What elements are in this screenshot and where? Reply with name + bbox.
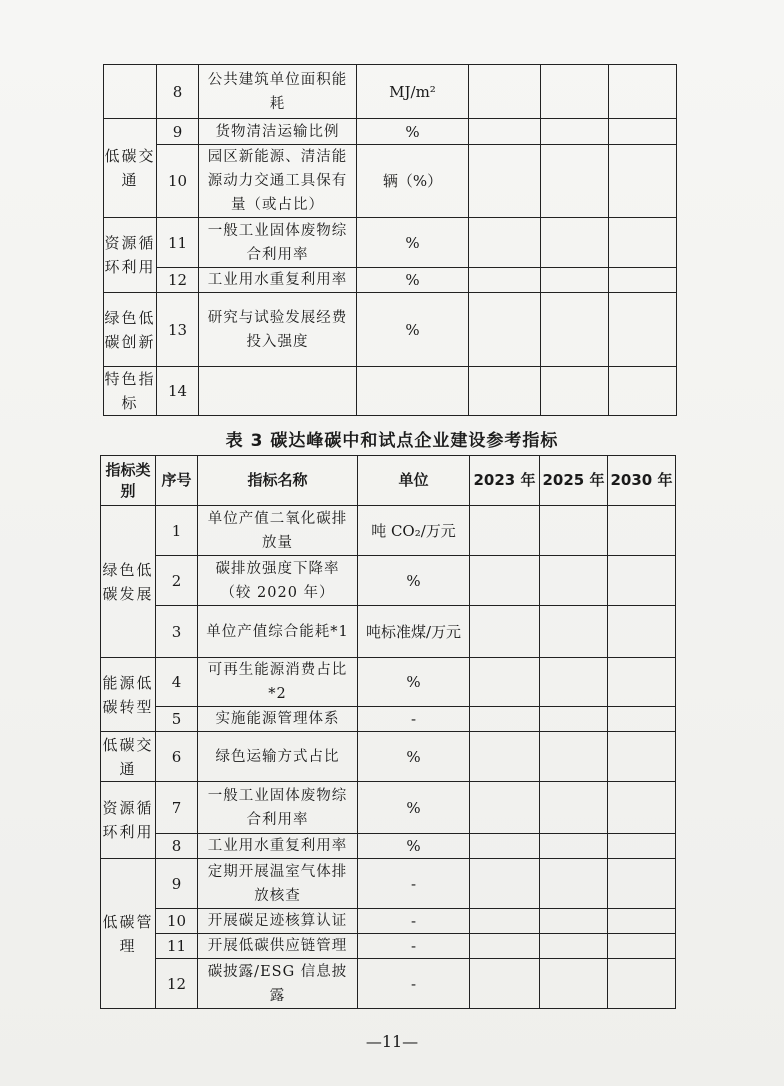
category-cell: 绿色低碳创新 xyxy=(104,293,157,367)
value-cell xyxy=(608,909,676,934)
row-number: 14 xyxy=(157,367,199,416)
value-cell xyxy=(608,556,676,606)
value-cell xyxy=(609,65,677,119)
row-number: 7 xyxy=(156,782,198,834)
value-cell xyxy=(541,145,609,218)
value-cell xyxy=(609,145,677,218)
indicator-name: 定期开展温室气体排放核查 xyxy=(198,859,358,909)
value-cell xyxy=(470,909,540,934)
row-number: 2 xyxy=(156,556,198,606)
value-cell xyxy=(540,859,608,909)
indicator-name: 公共建筑单位面积能耗 xyxy=(199,65,357,119)
value-cell xyxy=(541,65,609,119)
value-cell xyxy=(470,782,540,834)
row-number: 9 xyxy=(157,119,199,145)
value-cell xyxy=(470,606,540,658)
indicator-name: 货物清洁运输比例 xyxy=(199,119,357,145)
value-cell xyxy=(470,732,540,782)
value-cell xyxy=(540,506,608,556)
value-cell xyxy=(608,707,676,732)
table-row xyxy=(101,934,676,959)
value-cell xyxy=(609,119,677,145)
value-cell xyxy=(469,218,541,268)
page-number: —11— xyxy=(365,1032,419,1051)
value-cell xyxy=(470,556,540,606)
value-cell xyxy=(609,218,677,268)
value-cell xyxy=(470,707,540,732)
row-number: 10 xyxy=(157,145,199,218)
indicator-unit xyxy=(357,367,469,416)
category-cell: 资源循环利用 xyxy=(101,782,156,859)
value-cell xyxy=(469,367,541,416)
row-number: 12 xyxy=(157,268,199,293)
indicator-unit: % xyxy=(358,782,470,834)
indicator-unit: - xyxy=(358,934,470,959)
value-cell xyxy=(470,934,540,959)
indicator-unit: % xyxy=(358,834,470,859)
table-row xyxy=(101,909,676,934)
category-cell: 资源循环利用 xyxy=(104,218,157,293)
table-row xyxy=(101,732,676,782)
row-number: 10 xyxy=(156,909,198,934)
table-row xyxy=(104,293,677,367)
table-row xyxy=(101,859,676,909)
indicator-unit: 吨标准煤/万元 xyxy=(358,606,470,658)
value-cell xyxy=(470,959,540,1009)
table-row xyxy=(101,556,676,606)
indicator-name: 实施能源管理体系 xyxy=(198,707,358,732)
indicator-name: 工业用水重复利用率 xyxy=(198,834,358,859)
header-unit: 单位 xyxy=(358,456,470,506)
value-cell xyxy=(608,859,676,909)
indicator-unit: % xyxy=(357,119,469,145)
row-number: 4 xyxy=(156,658,198,707)
value-cell xyxy=(540,732,608,782)
indicator-unit: 吨 CO₂/万元 xyxy=(358,506,470,556)
indicator-unit: - xyxy=(358,859,470,909)
value-cell xyxy=(540,707,608,732)
table-row xyxy=(104,119,677,145)
value-cell xyxy=(608,834,676,859)
value-cell xyxy=(469,119,541,145)
value-cell xyxy=(540,606,608,658)
indicator-table-continued xyxy=(103,64,677,416)
table-row xyxy=(104,145,677,218)
value-cell xyxy=(540,909,608,934)
header-2023: 2023 年 xyxy=(470,456,540,506)
table-3 xyxy=(100,455,676,1009)
indicator-name: 园区新能源、清洁能源动力交通工具保有量（或占比） xyxy=(199,145,357,218)
row-number: 12 xyxy=(156,959,198,1009)
value-cell xyxy=(609,268,677,293)
table-row xyxy=(104,218,677,268)
value-cell xyxy=(540,834,608,859)
value-cell xyxy=(609,367,677,416)
value-cell xyxy=(469,145,541,218)
row-number: 3 xyxy=(156,606,198,658)
value-cell xyxy=(608,606,676,658)
indicator-name: 开展碳足迹核算认证 xyxy=(198,909,358,934)
category-cell: 低碳交通 xyxy=(104,119,157,218)
value-cell xyxy=(541,218,609,268)
row-number: 5 xyxy=(156,707,198,732)
value-cell xyxy=(540,556,608,606)
value-cell xyxy=(608,782,676,834)
table-row xyxy=(101,606,676,658)
indicator-unit: 辆（%） xyxy=(357,145,469,218)
indicator-name: 研究与试验发展经费投入强度 xyxy=(199,293,357,367)
value-cell xyxy=(469,268,541,293)
value-cell xyxy=(540,959,608,1009)
row-number: 8 xyxy=(157,65,199,119)
row-number: 13 xyxy=(157,293,199,367)
value-cell xyxy=(608,934,676,959)
value-cell xyxy=(470,506,540,556)
row-number: 8 xyxy=(156,834,198,859)
header-2030: 2030 年 xyxy=(608,456,676,506)
indicator-unit: MJ/m² xyxy=(357,65,469,119)
value-cell xyxy=(470,658,540,707)
value-cell xyxy=(608,658,676,707)
indicator-name: 一般工业固体废物综合利用率 xyxy=(199,218,357,268)
row-number: 6 xyxy=(156,732,198,782)
table-row xyxy=(101,658,676,707)
indicator-name: 开展低碳供应链管理 xyxy=(198,934,358,959)
row-number: 11 xyxy=(156,934,198,959)
indicator-name: 单位产值综合能耗*1 xyxy=(198,606,358,658)
indicator-unit: - xyxy=(358,909,470,934)
indicator-name: 碳排放强度下降率（较 2020 年） xyxy=(198,556,358,606)
row-number: 11 xyxy=(157,218,199,268)
value-cell xyxy=(469,65,541,119)
indicator-name: 单位产值二氧化碳排放量 xyxy=(198,506,358,556)
indicator-unit: % xyxy=(357,268,469,293)
row-number: 9 xyxy=(156,859,198,909)
row-number: 1 xyxy=(156,506,198,556)
indicator-unit: - xyxy=(358,959,470,1009)
value-cell xyxy=(609,293,677,367)
header-category: 指标类别 xyxy=(101,456,156,506)
value-cell xyxy=(470,834,540,859)
value-cell xyxy=(540,782,608,834)
value-cell xyxy=(541,367,609,416)
category-cell: 能源低碳转型 xyxy=(101,658,156,732)
indicator-name: 碳披露/ESG 信息披露 xyxy=(198,959,358,1009)
value-cell xyxy=(608,959,676,1009)
header-2025: 2025 年 xyxy=(540,456,608,506)
table-row xyxy=(104,65,677,119)
value-cell xyxy=(469,293,541,367)
indicator-unit: % xyxy=(358,556,470,606)
table-row xyxy=(101,959,676,1009)
category-cell: 特色指标 xyxy=(104,367,157,416)
value-cell xyxy=(541,293,609,367)
table-row xyxy=(101,707,676,732)
category-cell: 绿色低碳发展 xyxy=(101,506,156,658)
header-name: 指标名称 xyxy=(198,456,358,506)
value-cell xyxy=(540,658,608,707)
table-row xyxy=(101,782,676,834)
table-header-row xyxy=(101,456,676,506)
table-row xyxy=(101,506,676,556)
indicator-unit: % xyxy=(358,658,470,707)
indicator-name xyxy=(199,367,357,416)
table-row xyxy=(104,367,677,416)
category-cell: 低碳交通 xyxy=(101,732,156,782)
indicator-unit: % xyxy=(357,293,469,367)
indicator-unit: % xyxy=(357,218,469,268)
indicator-unit: % xyxy=(358,732,470,782)
value-cell xyxy=(470,859,540,909)
table-caption: 表 3 碳达峰碳中和试点企业建设参考指标 xyxy=(225,431,559,451)
indicator-name: 工业用水重复利用率 xyxy=(199,268,357,293)
indicator-unit: - xyxy=(358,707,470,732)
value-cell xyxy=(608,732,676,782)
indicator-name: 一般工业固体废物综合利用率 xyxy=(198,782,358,834)
table-row xyxy=(101,834,676,859)
header-number: 序号 xyxy=(156,456,198,506)
value-cell xyxy=(540,934,608,959)
category-cell: 低碳管理 xyxy=(101,859,156,1009)
value-cell xyxy=(541,119,609,145)
value-cell xyxy=(541,268,609,293)
value-cell xyxy=(608,506,676,556)
table-row xyxy=(104,268,677,293)
category-cell xyxy=(104,65,157,119)
indicator-name: 可再生能源消费占比*2 xyxy=(198,658,358,707)
indicator-name: 绿色运输方式占比 xyxy=(198,732,358,782)
